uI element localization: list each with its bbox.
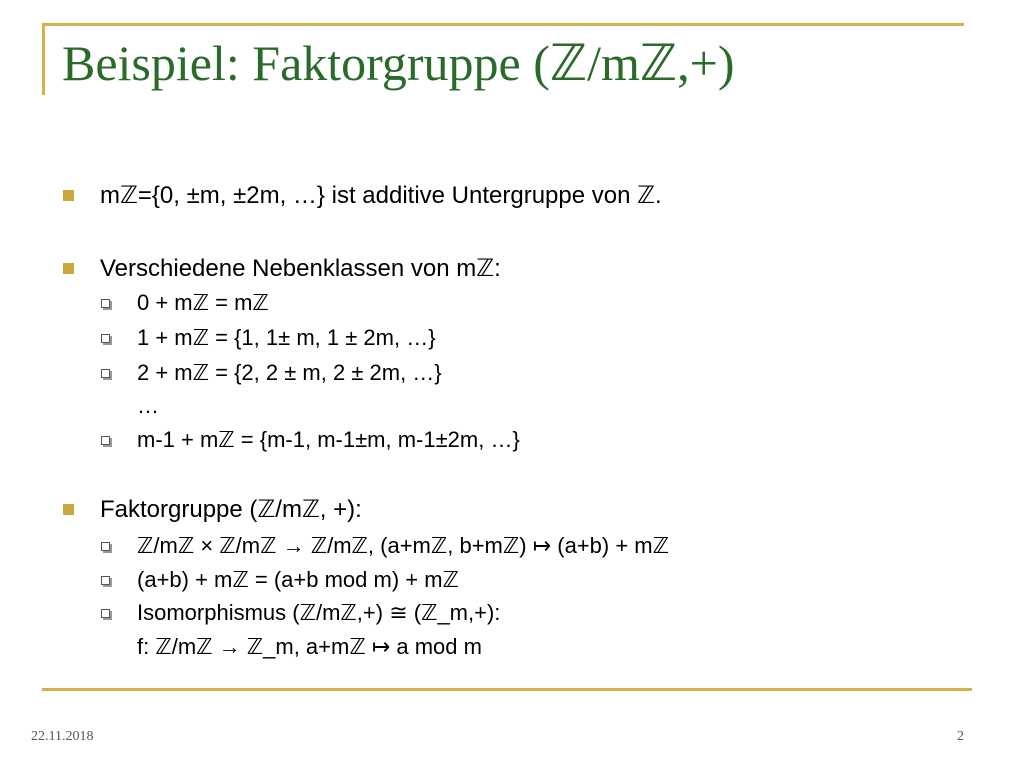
hollow-square-bullet-icon bbox=[101, 369, 110, 378]
bullet-text: Faktorgruppe (ℤ/mℤ, +): bbox=[100, 496, 362, 523]
square-bullet-icon bbox=[63, 263, 74, 274]
hollow-square-bullet-icon bbox=[101, 334, 110, 343]
bullet-text: Verschiedene Nebenklassen von mℤ: bbox=[100, 255, 501, 282]
hollow-square-bullet-icon bbox=[101, 436, 110, 445]
page-number: 2 bbox=[957, 729, 964, 744]
bottom-decorative-line bbox=[42, 688, 972, 691]
sub-bullet-text: f: ℤ/mℤ → ℤ_m, a+mℤ ↦ a mod m bbox=[137, 634, 482, 659]
slide-title: Beispiel: Faktorgruppe (ℤ/mℤ,+) bbox=[62, 35, 735, 91]
square-bullet-icon bbox=[63, 504, 74, 515]
sub-bullet-text: 2 + mℤ = {2, 2 ± m, 2 ± 2m, …} bbox=[137, 360, 442, 385]
sub-bullet-text: m-1 + mℤ = {m-1, m-1±m, m-1±2m, …} bbox=[137, 427, 520, 452]
hollow-square-bullet-icon bbox=[101, 542, 110, 551]
ellipsis-text: … bbox=[137, 393, 159, 418]
hollow-square-bullet-icon bbox=[101, 576, 110, 585]
sub-bullet-text: 1 + mℤ = {1, 1± m, 1 ± 2m, …} bbox=[137, 325, 436, 350]
sub-bullet-text: Isomorphismus (ℤ/mℤ,+) ≅ (ℤ_m,+): bbox=[137, 600, 501, 625]
hollow-square-bullet-icon bbox=[101, 609, 110, 618]
bullet-text: mℤ={0, ±m, ±2m, …} ist additive Untergruppe von ℤ. bbox=[100, 182, 662, 209]
sub-bullet-text: 0 + mℤ = mℤ bbox=[137, 290, 269, 315]
sub-bullet-text: ℤ/mℤ × ℤ/mℤ → ℤ/mℤ, (a+mℤ, b+mℤ) ↦ (a+b) + mℤ bbox=[137, 533, 669, 558]
hollow-square-bullet-icon bbox=[101, 299, 110, 308]
sub-bullet-text: (a+b) + mℤ = (a+b mod m) + mℤ bbox=[137, 567, 459, 592]
footer-date: 22.11.2018 bbox=[31, 729, 94, 744]
square-bullet-icon bbox=[63, 190, 74, 201]
